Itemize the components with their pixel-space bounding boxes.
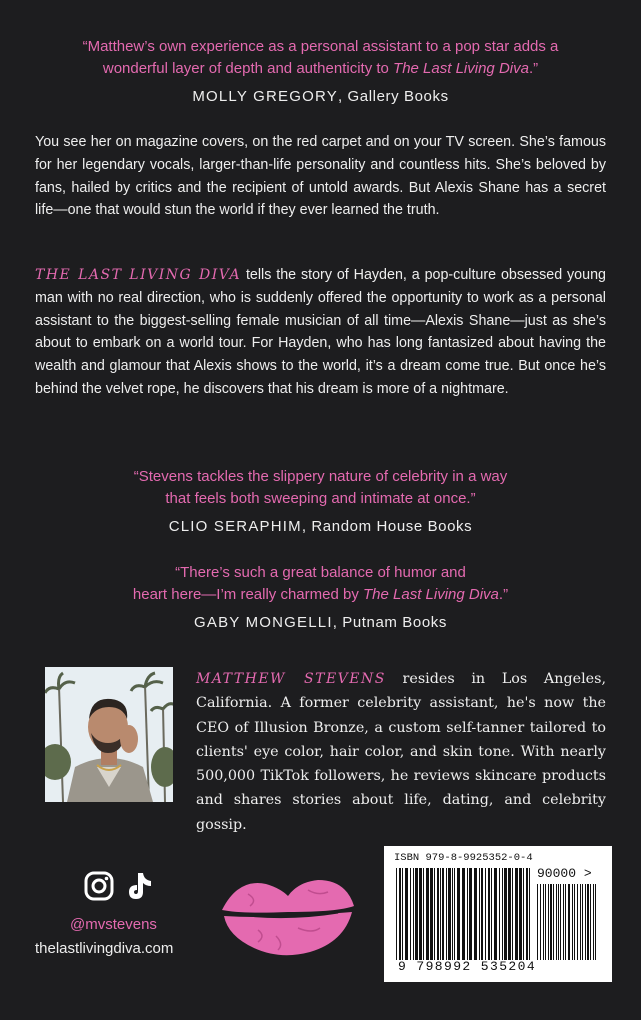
quote-text bbox=[0, 36, 641, 80]
barcode-bar bbox=[526, 868, 528, 960]
quote-attribution bbox=[0, 612, 641, 634]
isbn-text: ISBN 979-8-9925352-0-4 bbox=[394, 852, 533, 864]
book-title: The Last Living Diva bbox=[363, 586, 499, 603]
barcode-bar bbox=[399, 868, 401, 960]
author-bio bbox=[196, 667, 606, 837]
review-quote-3 bbox=[0, 562, 641, 634]
reviewer-name: CLIO SERAPHIM bbox=[168, 518, 302, 535]
barcode-bar bbox=[560, 884, 561, 960]
barcode-bar bbox=[457, 868, 460, 960]
barcode-bar bbox=[410, 868, 411, 960]
price-barcode-bars bbox=[537, 884, 599, 960]
barcode-bar bbox=[595, 884, 596, 960]
price-arrow: > bbox=[583, 866, 592, 881]
barcode-bar bbox=[479, 868, 480, 960]
ean-barcode-bars bbox=[396, 868, 532, 960]
barcode-bar bbox=[499, 868, 500, 960]
barcode-bar bbox=[462, 868, 465, 960]
barcode-bar bbox=[587, 884, 589, 960]
barcode-bar bbox=[512, 868, 513, 960]
barcode-bar bbox=[577, 884, 578, 960]
barcode-bar bbox=[491, 868, 492, 960]
barcode-bar bbox=[485, 868, 486, 960]
barcode-bar bbox=[565, 884, 566, 960]
quote-line: “There’s such a great balance of humor and bbox=[175, 564, 466, 581]
reviewer-source: , Random House Books bbox=[301, 518, 473, 535]
quote-attribution bbox=[0, 516, 641, 538]
instagram-icon[interactable] bbox=[86, 873, 112, 899]
barcode-bar bbox=[580, 884, 581, 960]
synopsis-paragraph-1: You see her on magazine covers, on the red carpet and on your TV screen. She’s famous for her legendary vocals, larger-than-life personality and countless hits. She’s beloved by fans, hailed by critics and the recipient of untold awards. But Alexis Shane has a secret life—one that would stun the world if they ever learned the truth. bbox=[35, 134, 606, 219]
synopsis-paragraph-2 bbox=[35, 264, 606, 401]
barcode-bar bbox=[442, 868, 444, 960]
barcode-bar bbox=[440, 868, 441, 960]
barcode-bar bbox=[537, 884, 538, 960]
barcode-bar bbox=[452, 868, 453, 960]
barcode-bar bbox=[556, 884, 557, 960]
reviewer-source: , Gallery Books bbox=[337, 88, 449, 105]
book-title: THE LAST LIVING DIVA bbox=[35, 267, 242, 283]
barcode-bar bbox=[568, 884, 570, 960]
barcode-bar bbox=[523, 868, 524, 960]
barcode-bar bbox=[519, 868, 522, 960]
quote-text-part: heart here—I’m really charmed by bbox=[132, 586, 363, 603]
barcode-bar bbox=[502, 868, 503, 960]
barcode-bar bbox=[448, 868, 451, 960]
barcode-bar bbox=[454, 868, 455, 960]
barcode-bar bbox=[585, 884, 586, 960]
social-handle[interactable]: @mvstevens bbox=[70, 916, 157, 933]
barcode-bar bbox=[434, 868, 435, 960]
barcode-bar bbox=[488, 868, 490, 960]
book-title: The Last Living Diva bbox=[393, 60, 529, 77]
barcode-bar bbox=[405, 868, 408, 960]
barcode-bar bbox=[515, 868, 518, 960]
quote-line: “Matthew’s own experience as a personal assistant to a pop star adds a bbox=[82, 38, 559, 55]
quote-text-part: wonderful layer of depth and authenticity to bbox=[102, 60, 394, 77]
author-portrait-image bbox=[45, 667, 173, 802]
author-bio-text: resides in Los Angeles, California. A former celebrity assistant, he's now the CEO of Illusion Bronze, a custom self-tanner tailored to clients' eye color, hair color, and skin tone. With nearly 500,000 TikTok followers, he reviews skincare products and shares stories about life, dating, and celebrity gossip. bbox=[196, 671, 606, 833]
author-name: MATTHEW STEVENS bbox=[196, 671, 386, 687]
barcode-bar bbox=[415, 868, 418, 960]
barcode-bar bbox=[582, 884, 583, 960]
synopsis-body: tells the story of Hayden, a pop-culture obsessed young man with no real direction, who is suddenly offered the opportunity to work as a personal assistant to the biggest-selling female musician of all time—Alexis Shane—just as she’s about to embark on a world tour. For Hayden, who has long fantasized about having the wealth and glamour that Alexis shows to the world, it’s a dream come true. But once he’s behind the velvet rope, he discovers that his dream is more of a nightmare. bbox=[35, 267, 606, 397]
author-photo bbox=[45, 667, 173, 802]
barcode-bar bbox=[550, 884, 552, 960]
barcode-bar bbox=[426, 868, 429, 960]
barcode-bar bbox=[529, 868, 530, 960]
barcode-bar bbox=[545, 884, 546, 960]
barcode-bar bbox=[548, 884, 549, 960]
barcode-bar bbox=[574, 884, 575, 960]
barcode-bar bbox=[481, 868, 483, 960]
barcode-bar bbox=[402, 868, 403, 960]
barcode-bar bbox=[419, 868, 422, 960]
barcode-bar bbox=[558, 884, 559, 960]
barcode-bar bbox=[413, 868, 414, 960]
barcode bbox=[384, 846, 612, 982]
social-icons bbox=[83, 870, 163, 907]
reviewer-source: , Putnam Books bbox=[332, 614, 447, 631]
barcode-bar bbox=[508, 868, 511, 960]
barcode-bar bbox=[553, 884, 554, 960]
barcode-bar bbox=[469, 868, 472, 960]
quote-line: that feels both sweeping and intimate at once.” bbox=[165, 490, 476, 507]
barcode-bar bbox=[494, 868, 497, 960]
barcode-bar bbox=[563, 884, 564, 960]
barcode-bar bbox=[423, 868, 424, 960]
review-quote-1 bbox=[0, 36, 641, 108]
barcode-bar bbox=[467, 868, 468, 960]
website-link[interactable]: thelastlivingdiva.com bbox=[35, 940, 174, 957]
quote-line bbox=[0, 58, 641, 80]
social-icon-row bbox=[83, 870, 163, 902]
quote-attribution bbox=[0, 86, 641, 108]
quote-text-part: .” bbox=[498, 586, 509, 603]
barcode-bar bbox=[504, 868, 507, 960]
barcode-bar bbox=[396, 868, 397, 960]
price-code bbox=[537, 866, 592, 881]
quote-text bbox=[0, 466, 641, 510]
reviewer-name: GABY MONGELLI bbox=[194, 614, 333, 631]
barcode-bar bbox=[446, 868, 447, 960]
barcode-bar bbox=[474, 868, 477, 960]
barcode-bar bbox=[572, 884, 573, 960]
ean-digits: 9 798992 535204 bbox=[398, 959, 537, 974]
quote-text-part: .” bbox=[528, 60, 539, 77]
quote-line: “Stevens tackles the slippery nature of celebrity in a way bbox=[133, 468, 508, 485]
barcode-bar bbox=[543, 884, 544, 960]
review-quote-2 bbox=[0, 466, 641, 538]
barcode-bar bbox=[430, 868, 433, 960]
tiktok-icon[interactable] bbox=[129, 873, 151, 899]
barcode-bar bbox=[593, 884, 594, 960]
quote-line bbox=[0, 584, 641, 606]
barcode-bar bbox=[590, 884, 591, 960]
lips-kiss-icon bbox=[218, 870, 356, 965]
barcode-bar bbox=[437, 868, 439, 960]
quote-text bbox=[0, 562, 641, 606]
price-code-digits: 90000 bbox=[537, 866, 577, 881]
lips-kiss-graphic bbox=[218, 870, 356, 960]
barcode-bar bbox=[540, 884, 541, 960]
reviewer-name: MOLLY GREGORY bbox=[192, 88, 338, 105]
